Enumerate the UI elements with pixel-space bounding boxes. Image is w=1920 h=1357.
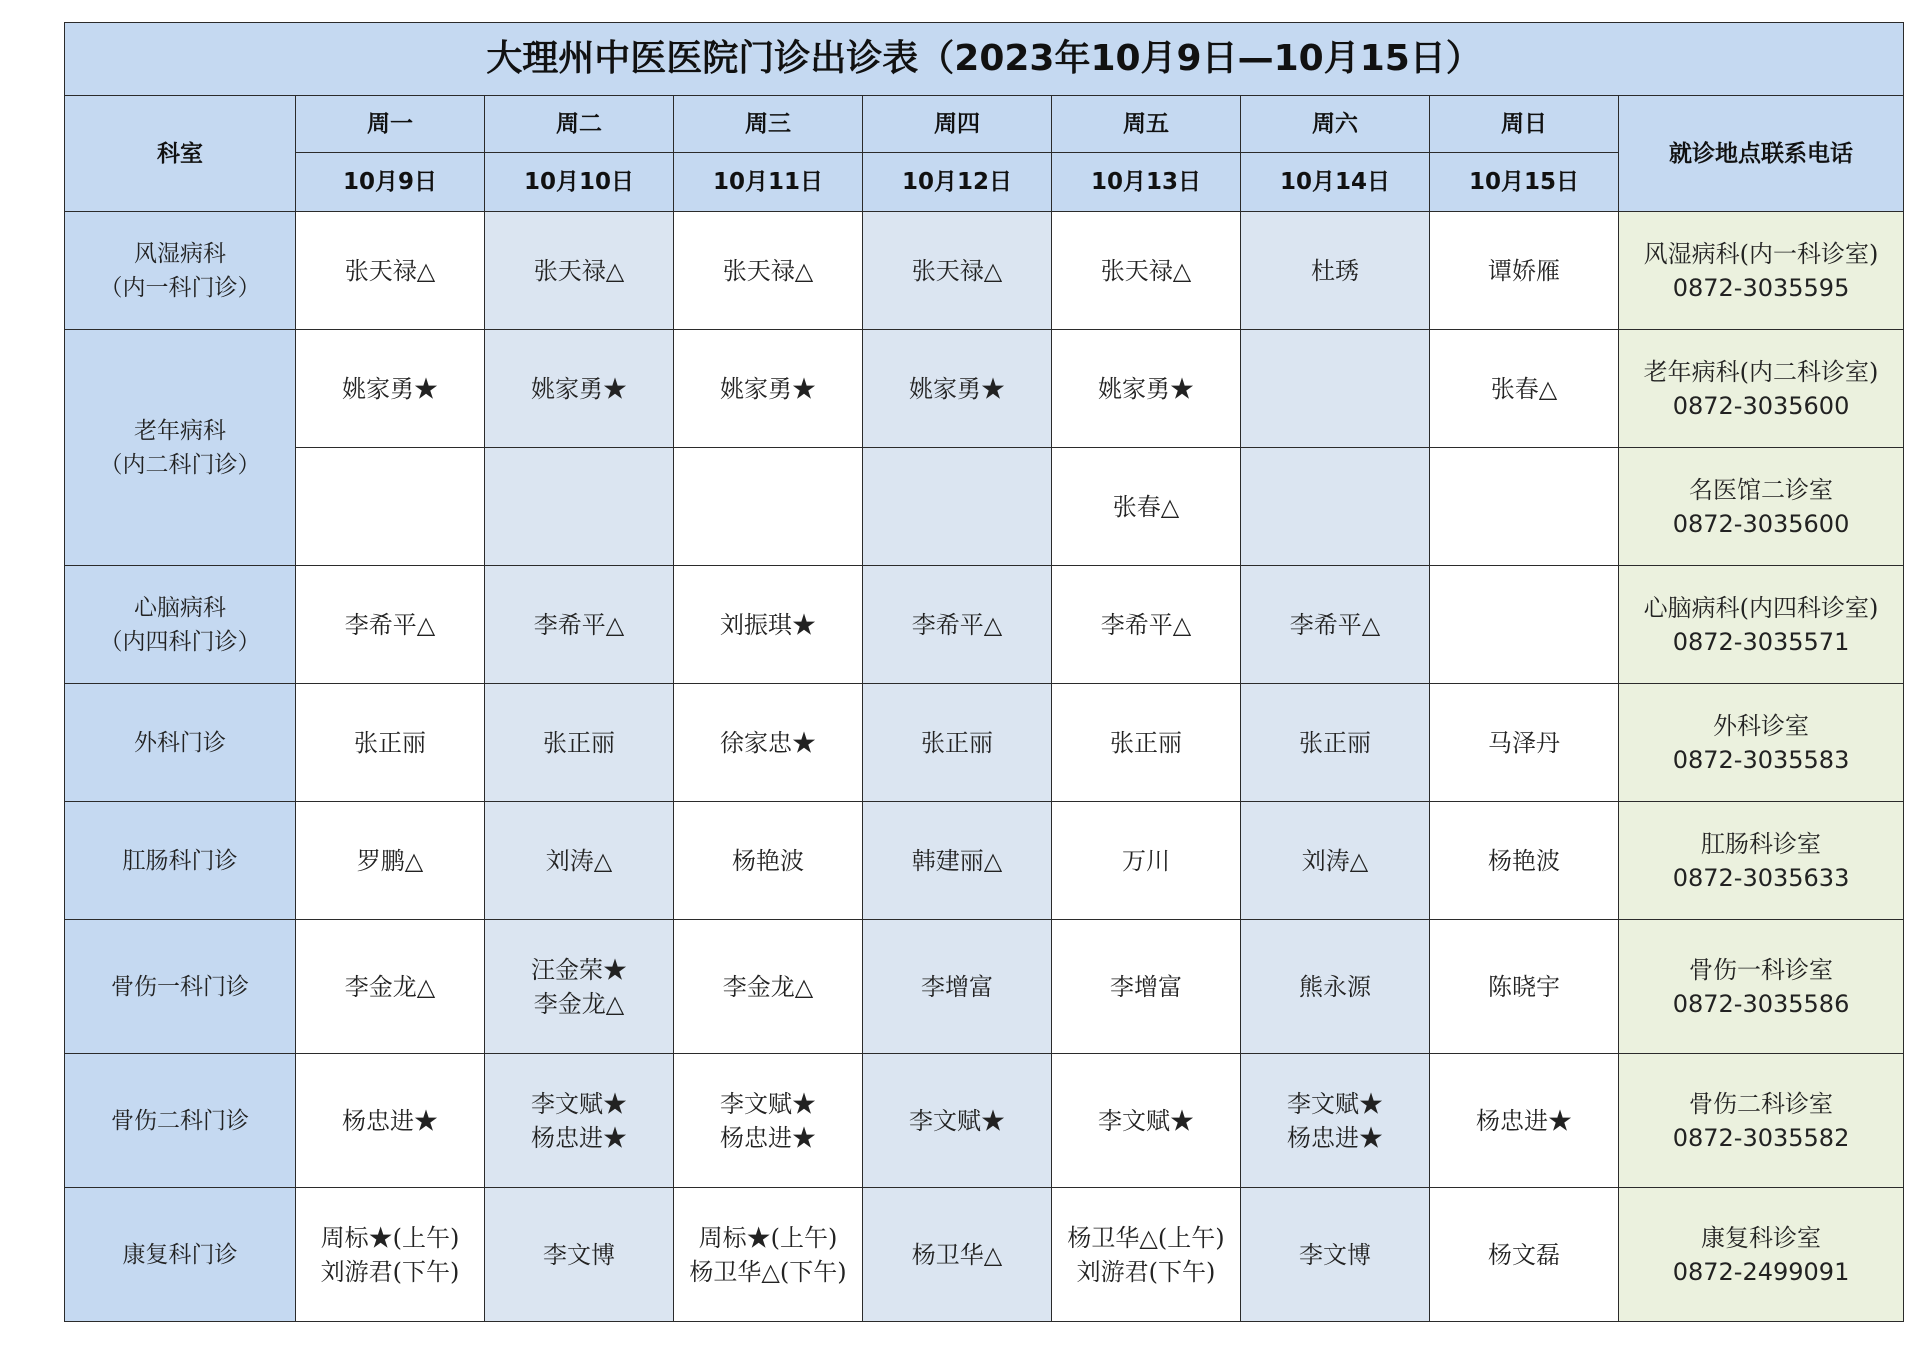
doctor-name: 张天禄△ (1100, 256, 1192, 285)
doctor-name: 杨卫华△ (911, 1240, 1003, 1269)
doctor-cell (863, 920, 1052, 1054)
doctor-cell (1430, 330, 1619, 448)
location-name: 名医馆二诊室 (1689, 475, 1834, 504)
doctor-name: 李文赋★ (1287, 1089, 1383, 1118)
doctor-cell (485, 920, 674, 1054)
doctor-cell (674, 330, 863, 448)
header-date: 10月15日 (1430, 153, 1619, 212)
doctor-name: 杨卫华△(上午) (1067, 1223, 1225, 1252)
phone-number: 0872-3035600 (1672, 391, 1850, 420)
doctor-cell (1241, 566, 1430, 684)
header-date: 10月12日 (863, 153, 1052, 212)
doctor-name: 张天禄△ (533, 256, 625, 285)
doctor-name: 杨忠进★ (720, 1123, 816, 1152)
dept-name: 外科门诊 (134, 729, 226, 756)
location-name: 心脑病科(内四科诊室) (1643, 593, 1879, 622)
doctor-name: 张春△ (1490, 374, 1558, 403)
doctor-name: 杨忠进★ (531, 1123, 627, 1152)
doctor-name: 姚家勇★ (720, 374, 816, 403)
phone-number: 0872-3035595 (1672, 273, 1850, 302)
doctor-cell (1241, 330, 1430, 448)
table-row (65, 684, 1904, 802)
doctor-cell (1430, 802, 1619, 920)
doctor-name: 李希平△ (344, 610, 436, 639)
doctor-cell (485, 566, 674, 684)
doctor-cell (1052, 684, 1241, 802)
dept-name: 肛肠科门诊 (122, 847, 238, 874)
doctor-cell (1052, 1054, 1241, 1188)
doctor-name: 李文博 (543, 1240, 615, 1269)
dept-name: 风湿病科 (134, 240, 226, 267)
doctor-cell (1430, 1188, 1619, 1322)
doctor-cell (296, 330, 485, 448)
header-date: 10月11日 (674, 153, 863, 212)
doctor-cell (674, 566, 863, 684)
phone-number: 0872-3035586 (1672, 989, 1850, 1018)
dept-cell (65, 1054, 296, 1188)
doctor-cell (863, 212, 1052, 330)
doctor-cell (863, 802, 1052, 920)
doctor-cell (1430, 212, 1619, 330)
doctor-name: 张正丽 (354, 728, 426, 757)
doctor-cell (1052, 920, 1241, 1054)
doctor-name: 李希平△ (911, 610, 1003, 639)
doctor-name: 杨卫华△(下午) (689, 1257, 847, 1286)
doctor-cell (863, 448, 1052, 566)
doctor-cell (1052, 212, 1241, 330)
doctor-name: 姚家勇★ (1098, 374, 1194, 403)
doctor-name: 杨忠进★ (1287, 1123, 1383, 1152)
doctor-cell (1052, 802, 1241, 920)
doctor-cell (296, 1054, 485, 1188)
doctor-cell (674, 448, 863, 566)
doctor-name: 刘游君(下午) (1076, 1257, 1216, 1286)
doctor-cell (1241, 684, 1430, 802)
page-title: 大理州中医医院门诊出诊表（2023年10月9日—10月15日） (65, 23, 1904, 96)
phone-number: 0872-3035600 (1672, 509, 1850, 538)
doctor-name: 李文赋★ (1098, 1106, 1194, 1135)
doctor-name: 李增富 (1110, 972, 1182, 1001)
location-name: 骨伤二科诊室 (1689, 1089, 1834, 1118)
header-location: 就诊地点联系电话 (1619, 96, 1904, 212)
doctor-name: 周标★(上午) (320, 1223, 460, 1252)
doctor-name: 杨忠进★ (342, 1106, 438, 1135)
table-row (65, 1188, 1904, 1322)
doctor-name: 韩建丽△ (911, 846, 1003, 875)
doctor-name: 周标★(上午) (698, 1223, 838, 1252)
dept-name: 老年病科 (134, 417, 226, 444)
header-weekday: 周一 (296, 96, 485, 153)
doctor-cell (863, 1188, 1052, 1322)
doctor-name: 李文赋★ (531, 1089, 627, 1118)
doctor-cell (296, 212, 485, 330)
header-date: 10月13日 (1052, 153, 1241, 212)
doctor-cell (485, 684, 674, 802)
doctor-name: 张正丽 (543, 728, 615, 757)
doctor-cell (863, 566, 1052, 684)
doctor-name: 杨艳波 (732, 846, 804, 875)
doctor-cell (485, 330, 674, 448)
doctor-name: 姚家勇★ (909, 374, 1005, 403)
doctor-name: 李文赋★ (909, 1106, 1005, 1135)
doctor-name: 熊永源 (1299, 972, 1371, 1001)
table-row (65, 330, 1904, 448)
dept-name: （内二科门诊） (99, 451, 261, 478)
doctor-cell (485, 802, 674, 920)
doctor-name: 姚家勇★ (531, 374, 627, 403)
table-row (65, 448, 1904, 566)
phone-number: 0872-3035583 (1672, 745, 1850, 774)
doctor-cell (296, 566, 485, 684)
dept-name: 心脑病科 (134, 594, 226, 621)
header-date: 10月14日 (1241, 153, 1430, 212)
header-date: 10月10日 (485, 153, 674, 212)
header-weekday: 周三 (674, 96, 863, 153)
location-cell (1619, 212, 1904, 330)
doctor-cell (1241, 1054, 1430, 1188)
doctor-name: 徐家忠★ (720, 728, 816, 757)
doctor-cell (485, 448, 674, 566)
doctor-cell (1052, 330, 1241, 448)
location-name: 骨伤一科诊室 (1689, 955, 1834, 984)
doctor-cell (296, 684, 485, 802)
doctor-name: 罗鹏△ (356, 846, 424, 875)
doctor-cell (674, 920, 863, 1054)
location-name: 风湿病科(内一科诊室) (1643, 239, 1879, 268)
doctor-name: 张天禄△ (344, 256, 436, 285)
location-cell (1619, 1188, 1904, 1322)
doctor-name: 张天禄△ (722, 256, 814, 285)
doctor-name: 陈晓宇 (1488, 972, 1560, 1001)
doctor-name: 张天禄△ (911, 256, 1003, 285)
doctor-name: 张正丽 (1110, 728, 1182, 757)
doctor-cell (1052, 448, 1241, 566)
location-cell (1619, 684, 1904, 802)
doctor-name: 杨艳波 (1488, 846, 1560, 875)
doctor-name: 刘涛△ (545, 846, 613, 875)
doctor-cell (674, 802, 863, 920)
doctor-name: 李金龙△ (344, 972, 436, 1001)
doctor-name: 李金龙△ (722, 972, 814, 1001)
location-name: 康复科诊室 (1701, 1223, 1822, 1252)
doctor-cell (485, 212, 674, 330)
dept-cell (65, 802, 296, 920)
doctor-cell (296, 1188, 485, 1322)
doctor-cell (863, 330, 1052, 448)
phone-number: 0872-3035633 (1672, 863, 1850, 892)
doctor-name: 李文博 (1299, 1240, 1371, 1269)
doctor-cell (1241, 802, 1430, 920)
dept-name: 康复科门诊 (122, 1241, 238, 1268)
table-row (65, 566, 1904, 684)
doctor-name: 李文赋★ (720, 1089, 816, 1118)
doctor-cell (1430, 920, 1619, 1054)
doctor-cell (485, 1188, 674, 1322)
doctor-cell (1430, 448, 1619, 566)
doctor-cell (1241, 920, 1430, 1054)
header-dept: 科室 (65, 96, 296, 212)
dept-name: 骨伤二科门诊 (111, 1107, 249, 1134)
dept-cell (65, 212, 296, 330)
doctor-cell (1430, 566, 1619, 684)
header-weekday: 周五 (1052, 96, 1241, 153)
doctor-cell (863, 1054, 1052, 1188)
doctor-cell (296, 802, 485, 920)
header-weekday: 周六 (1241, 96, 1430, 153)
doctor-name: 刘振琪★ (720, 610, 816, 639)
phone-number: 0872-3035571 (1672, 627, 1850, 656)
doctor-cell (1241, 212, 1430, 330)
doctor-cell (485, 1054, 674, 1188)
doctor-name: 李希平△ (1289, 610, 1381, 639)
doctor-name: 杨文磊 (1488, 1240, 1560, 1269)
location-cell (1619, 1054, 1904, 1188)
schedule-table (64, 22, 1904, 1322)
doctor-name: 汪金荣★ (531, 955, 627, 984)
table-row (65, 920, 1904, 1054)
dept-cell (65, 684, 296, 802)
doctor-name: 杨忠进★ (1476, 1106, 1572, 1135)
dept-name: （内四科门诊） (99, 628, 261, 655)
doctor-cell (674, 684, 863, 802)
header-weekday: 周四 (863, 96, 1052, 153)
dept-cell (65, 566, 296, 684)
doctor-name: 万川 (1122, 846, 1170, 875)
doctor-cell (296, 448, 485, 566)
location-cell (1619, 802, 1904, 920)
doctor-name: 杜琇 (1311, 256, 1359, 285)
doctor-name: 张正丽 (1299, 728, 1371, 757)
doctor-cell (674, 1054, 863, 1188)
schedule-body (65, 212, 1904, 1322)
table-row (65, 212, 1904, 330)
table-row (65, 1054, 1904, 1188)
dept-cell (65, 920, 296, 1054)
doctor-name: 张春△ (1112, 492, 1180, 521)
location-name: 老年病科(内二科诊室) (1643, 357, 1879, 386)
doctor-name: 刘涛△ (1301, 846, 1369, 875)
dept-name: （内一科门诊） (99, 274, 261, 301)
table-row (65, 802, 1904, 920)
doctor-cell (1052, 1188, 1241, 1322)
doctor-cell (1052, 566, 1241, 684)
location-cell (1619, 920, 1904, 1054)
header-weekday: 周二 (485, 96, 674, 153)
doctor-name: 李希平△ (533, 610, 625, 639)
doctor-cell (674, 1188, 863, 1322)
doctor-name: 李增富 (921, 972, 993, 1001)
doctor-cell (1430, 684, 1619, 802)
location-cell (1619, 566, 1904, 684)
doctor-cell (1241, 1188, 1430, 1322)
doctor-name: 谭娇雁 (1488, 256, 1560, 285)
location-cell (1619, 448, 1904, 566)
doctor-name: 李金龙△ (533, 989, 625, 1018)
dept-cell (65, 1188, 296, 1322)
location-name: 外科诊室 (1713, 711, 1810, 740)
header-weekday: 周日 (1430, 96, 1619, 153)
doctor-cell (296, 920, 485, 1054)
phone-number: 0872-3035582 (1672, 1123, 1850, 1152)
doctor-cell (674, 212, 863, 330)
header-date: 10月9日 (296, 153, 485, 212)
doctor-name: 刘游君(下午) (320, 1257, 460, 1286)
dept-name: 骨伤一科门诊 (111, 973, 249, 1000)
doctor-cell (1241, 448, 1430, 566)
phone-number: 0872-2499091 (1672, 1257, 1850, 1286)
location-name: 肛肠科诊室 (1701, 829, 1822, 858)
doctor-cell (1430, 1054, 1619, 1188)
dept-cell (65, 330, 296, 566)
doctor-name: 张正丽 (921, 728, 993, 757)
doctor-name: 马泽丹 (1488, 728, 1560, 757)
doctor-cell (863, 684, 1052, 802)
doctor-name: 李希平△ (1100, 610, 1192, 639)
doctor-name: 姚家勇★ (342, 374, 438, 403)
location-cell (1619, 330, 1904, 448)
